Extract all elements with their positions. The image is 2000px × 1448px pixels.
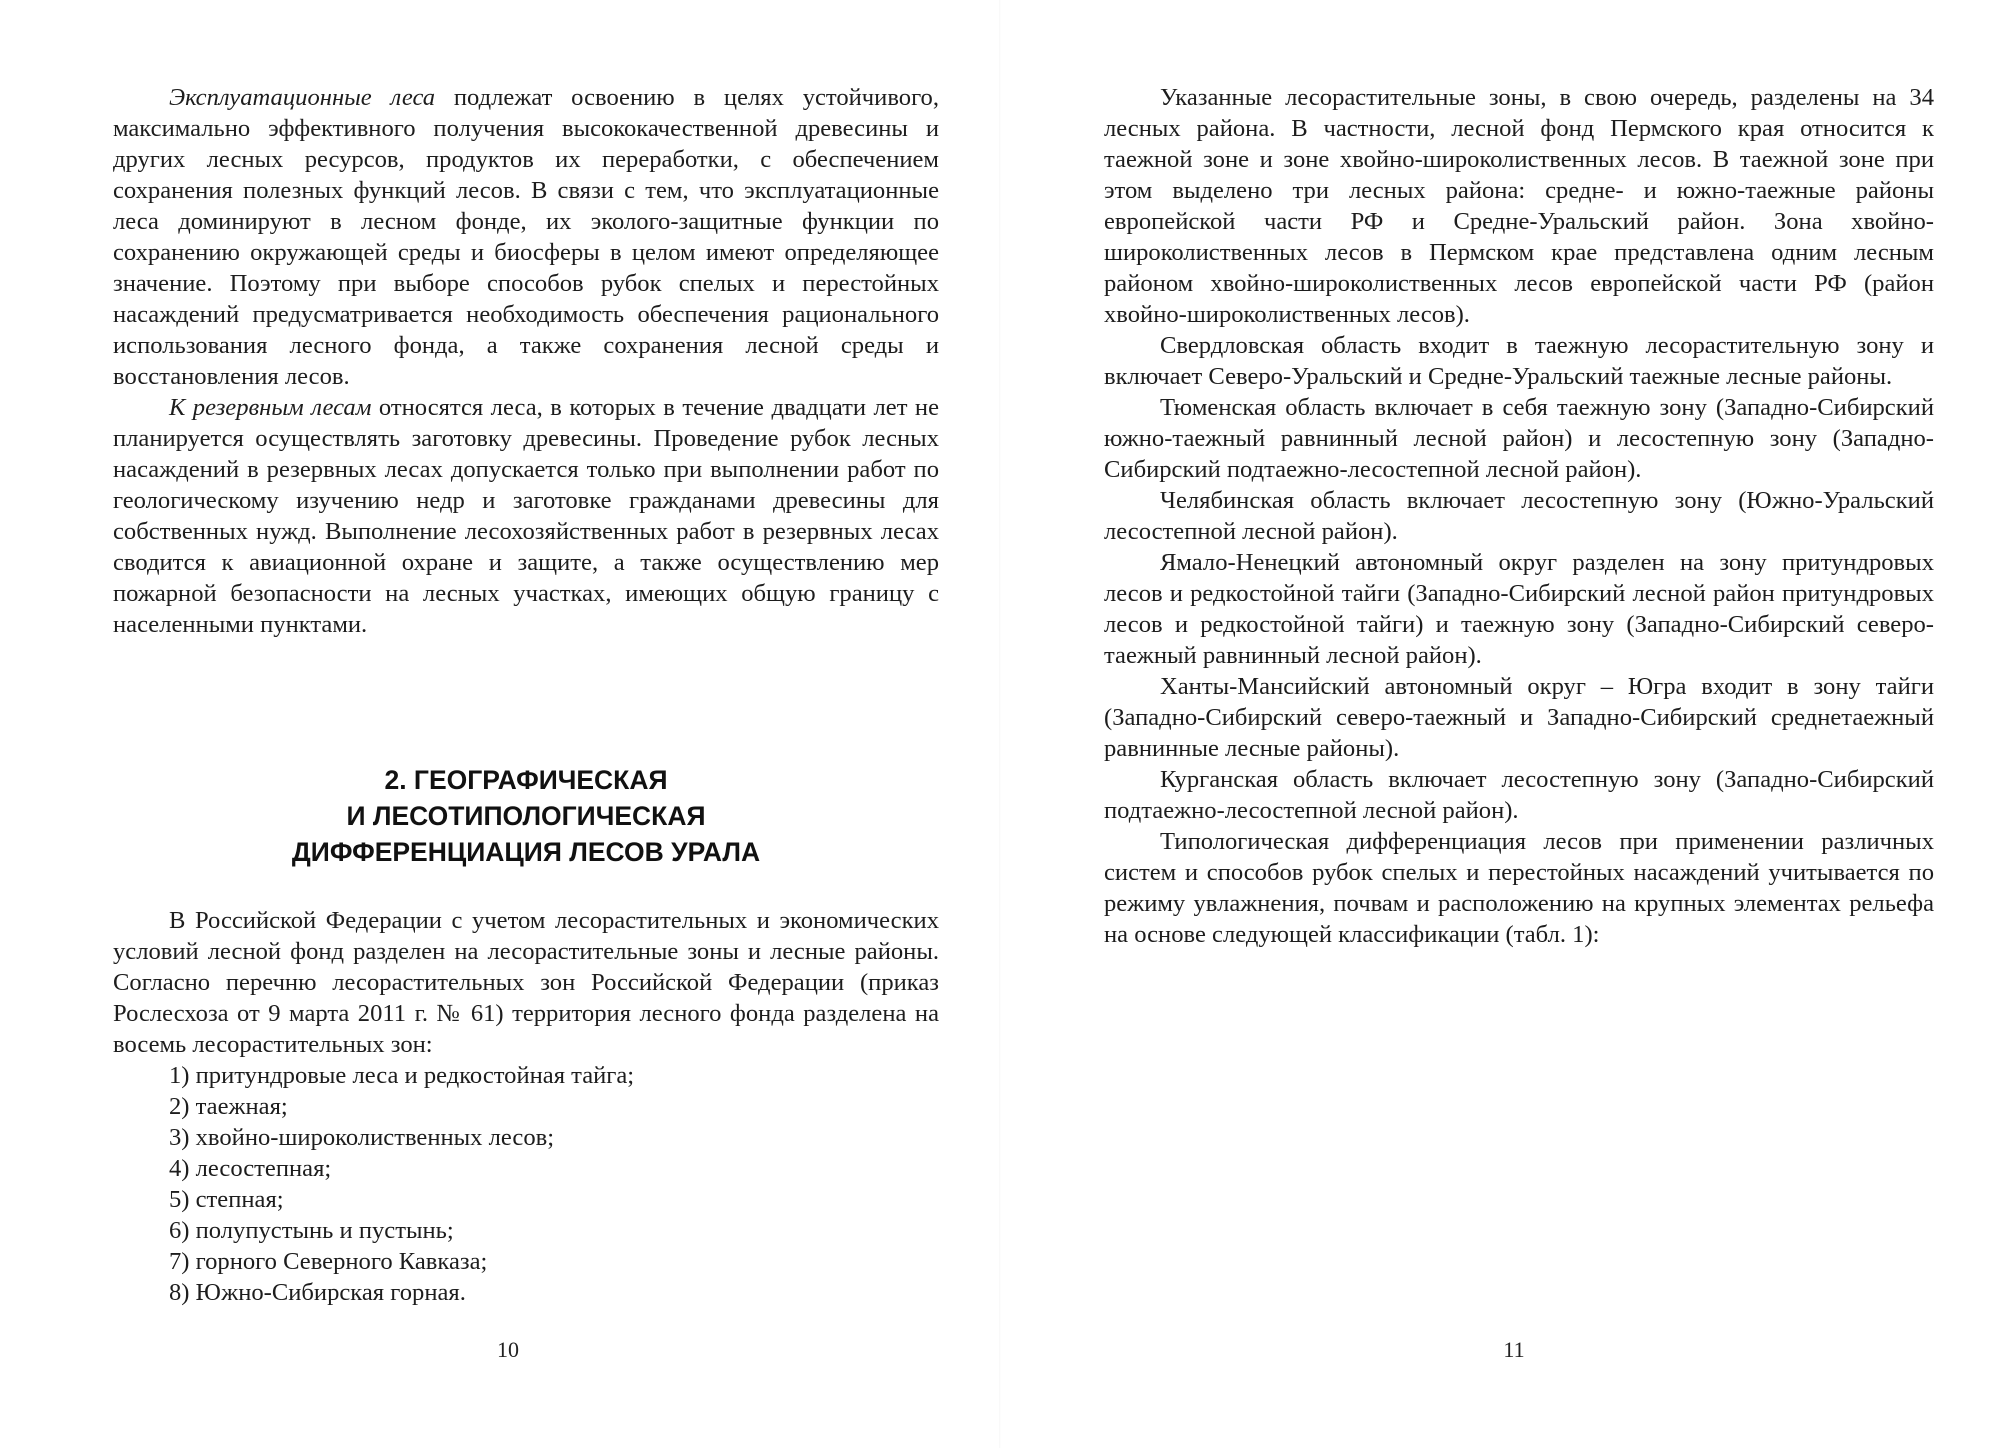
page-number: 11: [1503, 1337, 1525, 1362]
paragraph-text: относятся леса, в которых в течение двадцати лет не планируется осуществлять заготовку древесины. Проведение рубок лесных насаждений в резервных лесах допускается только при выполнении работ по геологическому изучению недр и заготовке гражданами древесины для собственных нужд. Выполнение лесохозяйственных работ в резервных лесах сводится к авиационной охране и защите, а также осуществлению мер пожарной безопасности на лесных участках, имеющих общую границу с населенными пунктами.: [113, 394, 939, 638]
paragraph: Свердловская область входит в таежную лесорастительную зону и включает Северо-Уральский и Средне-Уральский таежные лесные районы.: [1104, 332, 1934, 390]
right-page-text-block: [1104, 82, 1934, 950]
section-heading: [113, 762, 939, 870]
right-page: [1000, 0, 2000, 1448]
list-item: 3) хвойно-широколиственных лесов;: [169, 1124, 555, 1151]
paragraph-text: подлежат освоению в целях устойчивого, максимально эффективного получения высококачественной древесины и других лесных ресурсов, продуктов их переработки, с обеспечением сохранения полезных функций лесов. В связи с тем, что эксплуатационные леса доминируют в лесном фонде, их эколого-защитные функции по сохранению окружающей среды и биосферы в целом имеют определяющее значение. Поэтому при выборе способов рубок спелых и перестойных насаждений предусматривается необходимость обеспечения рационального использования лесного фонда, а также сохранения лесной среды и восстановления лесов.: [113, 84, 939, 390]
zones-list: [113, 1060, 939, 1308]
heading-line: ДИФФЕРЕНЦИАЦИЯ ЛЕСОВ УРАЛА: [291, 837, 761, 867]
list-item: 5) степная;: [169, 1186, 284, 1213]
paragraph: Ханты-Мансийский автономный округ – Югра входит в зону тайги (Западно-Сибирский северо-таежный и Западно-Сибирский среднетаежный равнинные лесные районы).: [1104, 673, 1934, 762]
page-number: 10: [497, 1337, 519, 1362]
paragraph: Указанные лесорастительные зоны, в свою очередь, разделены на 34 лесных района. В частности, лесной фонд Пермского края относится к таежной зоне и зоне хвойно-широколиственных лесов. В таежной зоне при этом выделено три лесных района: средне- и южно-таежные районы европейской части РФ и Средне-Уральский район. Зона хвойно-широколиственных лесов в Пермском крае представлена одним лесным районом хвойно-широколиственных лесов европейской части РФ (район хвойно-широколиственных лесов).: [1104, 84, 1934, 328]
left-page-text-block-2: [113, 905, 939, 1308]
paragraph-zones-intro: В Российской Федерации с учетом лесорастительных и экономических условий лесной фонд разделен на лесорастительные зоны и лесные районы. Согласно перечню лесорастительных зон Российской Федерации (приказ Рослесхоза от 9 марта 2011 г. № 61) территория лесного фонда разделена на восемь лесорастительных зон:: [113, 907, 939, 1058]
paragraph: Ямало-Ненецкий автономный округ разделен на зону притундровых лесов и редкостойной тайги (Западно-Сибирский лесной район притундровых лесов и редкостойной тайги) и таежную зону (Западно-Сибирский северо-таежный равнинный лесной район).: [1104, 549, 1934, 669]
list-item: 7) горного Северного Кавказа;: [169, 1248, 488, 1275]
list-item: 4) лесостепная;: [169, 1155, 332, 1182]
paragraph: Челябинская область включает лесостепную зону (Южно-Уральский лесостепной лесной район).: [1104, 487, 1934, 545]
heading-line: 2. ГЕОГРАФИЧЕСКАЯ: [384, 765, 668, 795]
term-exploitation-forests: Эксплуатационные леса: [169, 84, 436, 111]
heading-line: И ЛЕСОТИПОЛОГИЧЕСКАЯ: [346, 801, 706, 831]
paragraph: Тюменская область включает в себя таежную зону (Западно-Сибирский южно-таежный равнинный лесной район) и лесостепную зону (Западно-Сибирский подтаежно-лесостепной лесной район).: [1104, 394, 1934, 483]
list-item: 1) притундровые леса и редкостойная тайга;: [169, 1062, 635, 1089]
paragraph: Курганская область включает лесостепную зону (Западно-Сибирский подтаежно-лесостепной лесной район).: [1104, 766, 1934, 824]
term-reserve-forests: К резервным лесам: [169, 394, 372, 421]
list-item: 8) Южно-Сибирская горная.: [169, 1279, 466, 1306]
list-item: 6) полупустынь и пустынь;: [169, 1217, 454, 1244]
paragraph-reserve-forests: [113, 392, 939, 640]
paragraph: Типологическая дифференциация лесов при применении различных систем и способов рубок спелых и перестойных насаждений учитывается по режиму увлажнения, почвам и расположению на крупных элементах рельефа на основе следующей классификации (табл. 1):: [1104, 828, 1934, 948]
left-page-text-block: [113, 82, 939, 640]
paragraph-exploitation-forests: [113, 82, 939, 392]
list-item: 2) таежная;: [169, 1093, 288, 1120]
